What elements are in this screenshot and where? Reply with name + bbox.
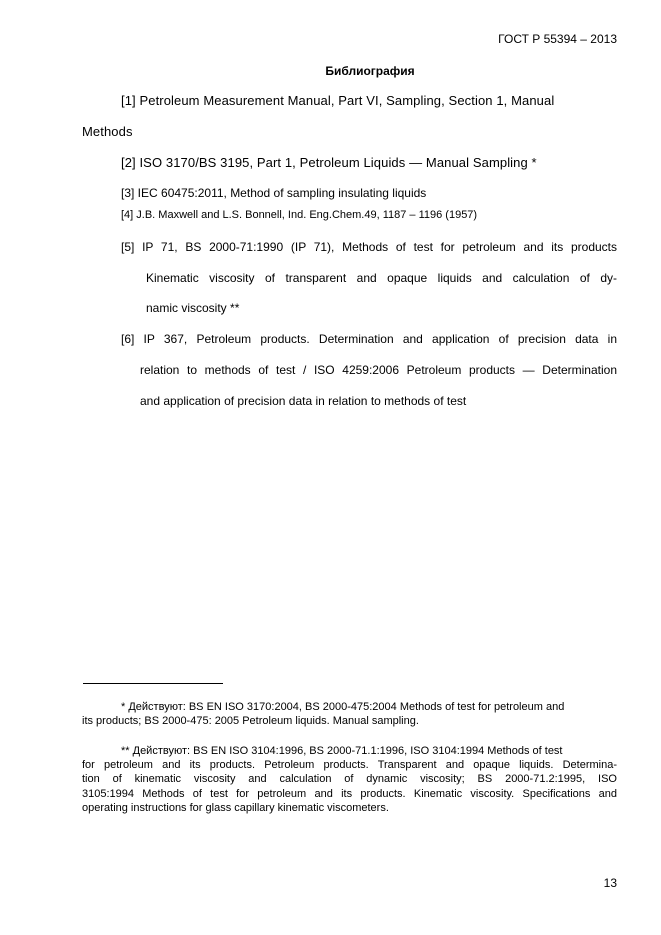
reference-2: [2] ISO 3170/BS 3195, Part 1, Petroleum Liquids — Manual Sampling * bbox=[121, 155, 537, 170]
footnote-2-line-4: 3105:1994 Methods of test for petroleum and its products. Kinematic viscosity. Specifications and bbox=[82, 788, 617, 800]
reference-5-line-3: namic viscosity ** bbox=[146, 301, 240, 315]
reference-5-line-2: Kinematic viscosity of transparent and opaque liquids and calculation of dy- bbox=[146, 271, 617, 285]
page-number: 13 bbox=[603, 876, 617, 890]
footnote-1-line-1: * Действуют: BS EN ISO 3170:2004, BS 2000-475:2004 Methods of test for petroleum and bbox=[121, 701, 565, 713]
reference-1-line-2: Methods bbox=[82, 124, 133, 139]
reference-6-line-3: and application of precision data in relation to methods of test bbox=[140, 394, 467, 408]
reference-5-line-1: [5] IP 71, BS 2000-71:1990 (IP 71), Methods of test for petroleum and its products bbox=[121, 240, 617, 254]
page-title: Библиография bbox=[325, 64, 415, 78]
reference-1-line-1: [1] Petroleum Measurement Manual, Part VI, Sampling, Section 1, Manual bbox=[121, 93, 555, 108]
reference-4: [4] J.B. Maxwell and L.S. Bonnell, Ind. Eng.Chem.49, 1187 – 1196 (1957) bbox=[121, 209, 478, 221]
document-code: ГОСТ Р 55394 – 2013 bbox=[498, 32, 617, 46]
footnote-1-line-2: its products; BS 2000-475: 2005 Petroleum liquids. Manual sampling. bbox=[82, 715, 419, 727]
reference-3: [3] IEC 60475:2011, Method of sampling insulating liquids bbox=[121, 186, 427, 200]
footnote-separator bbox=[83, 683, 223, 684]
reference-6-line-1: [6] IP 367, Petroleum products. Determination and application of precision data in bbox=[121, 332, 617, 346]
footnote-2-line-2: for petroleum and its products. Petroleum products. Transparent and opaque liquids. Determina- bbox=[82, 759, 617, 771]
footnote-2-line-1: ** Действуют: BS EN ISO 3104:1996, BS 2000-71.1:1996, ISO 3104:1994 Methods of test bbox=[121, 745, 563, 757]
reference-6-line-2: relation to methods of test / ISO 4259:2006 Petroleum products — Determination bbox=[140, 363, 617, 377]
footnote-2-line-3: tion of kinematic viscosity and calculation of dynamic viscosity; BS 2000-71.2:1995, ISO bbox=[82, 773, 617, 785]
footnote-2-line-5: operating instructions for glass capillary kinematic viscometers. bbox=[82, 802, 389, 814]
